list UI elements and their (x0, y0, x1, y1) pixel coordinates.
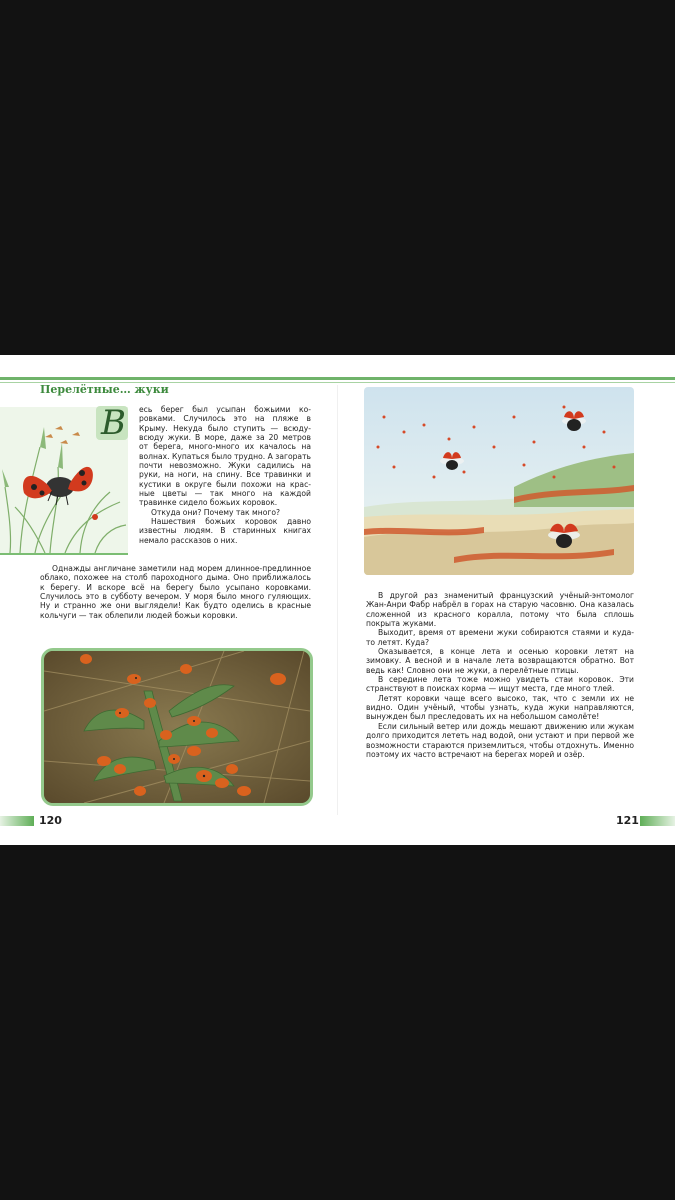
paragraph: В другой раз знаменитый французский учёный-энтомолог Жан-Анри Фабр набрёл в горах на старую часовню. Она казалась сложенной из красного коралла, потому что была сплошь покрыта жуками. (366, 591, 634, 629)
right-column-text (366, 591, 634, 759)
left-column-text (40, 564, 311, 620)
paragraph: Откуда они? Почему так много? (151, 507, 281, 517)
top-rule (0, 377, 675, 380)
left-column-wrap-text (139, 405, 311, 545)
page-number-bar-right (640, 816, 675, 826)
page-gutter (337, 385, 338, 815)
page-number-bar-left (0, 816, 34, 826)
ladybugs-photo (41, 648, 313, 806)
ladybugs-over-sea-icon (364, 387, 634, 575)
paragraph: Оказывается, в конце лета и осенью коровки летят на зимовку. А весной и в начале лета возвращаются обратно. Вот ведь как! Словно они не жуки, а перелётные птицы. (366, 647, 634, 675)
book-spread (0, 355, 675, 845)
dropcap-letter: В (101, 403, 126, 443)
page-number-left: 120 (39, 814, 62, 827)
paragraph: Выходит, время от времени жуки собираются стаями и куда-то летят. Куда? (366, 628, 634, 647)
paragraph: Летят коровки чаще всего высоко, так, что с земли их не видно. Один учёный, чтобы узнать, куда жуки направляются, вынужден был преследовать их на небольшом самолёте! (366, 693, 634, 722)
ladybugs-cluster-icon (44, 651, 310, 803)
paragraph: есь берег был усыпан божьими коровками. Случилось это на пляже в Крыму. Некуда было ступить — всюду-всюду жуки. В море, даже за 20 метров от берега, много-много их качалось на волнах. Купаться было трудно. А загорать почти невозможно. Жуки садились на руки, на ноги, на спину. Все травинки и кустики в округе были похожи на красные цветы — так много на каждой травинке сидело божьих коровок. (139, 405, 311, 508)
paragraph: Однажды англичане заметили над морем длинное-предлинное облако, похожее на столб пароходного дыма. Оно приближалось к берегу. И вскоре всё на берегу было усыпано коровками. Случилось это в субботу вечером. У моря было много гуляющих. Ну и странно же они выглядели! Как будто оделись в красные кольчуги — так облепили людей божьи коровки. (40, 564, 311, 620)
flying-ladybugs-illustration (364, 387, 634, 575)
paragraph: Нашествия божьих коровок давно известны людям. В старинных книгах немало рассказов о них. (139, 517, 311, 545)
paragraph: Если сильный ветер или дождь мешают движению или жукам долго приходится лететь над водой, они устают и при первой же возможности стараются приземлиться, чтобы отдохнуть. Именно поэтому их часто встречают на берегах морей и озёр. (366, 721, 634, 759)
paragraph: В середине лета тоже можно увидеть стаи коровок. Эти странствуют в поисках корма — ищут места, где много тлей. (366, 675, 634, 694)
section-title: Перелётные… жуки (40, 383, 169, 396)
page-number-right: 121 (616, 814, 639, 827)
